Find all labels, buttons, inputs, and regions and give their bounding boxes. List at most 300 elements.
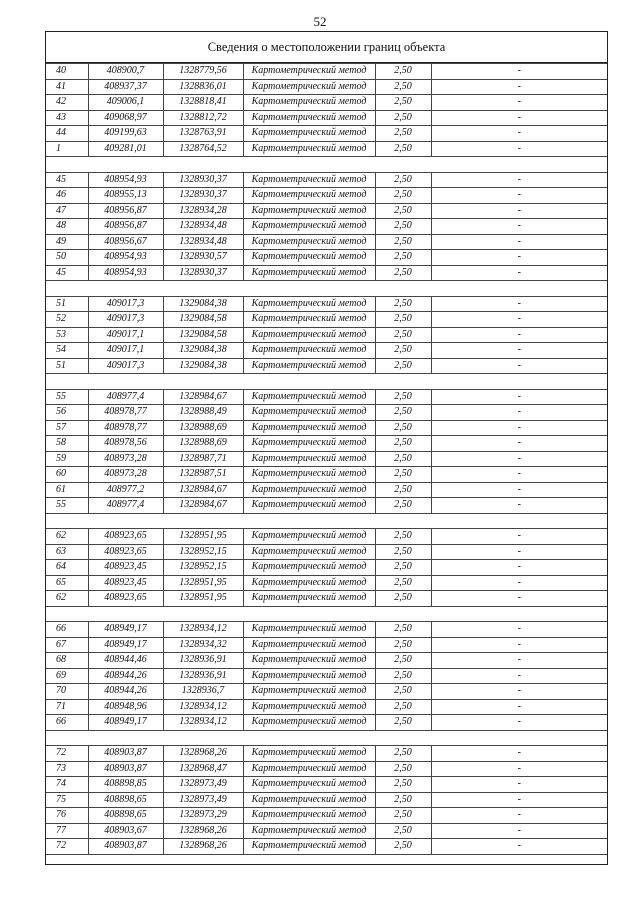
point-number-cell: 70 — [46, 684, 88, 700]
precision-cell: 2,50 — [375, 684, 431, 700]
table-row — [46, 312, 607, 328]
point-number-cell: 52 — [46, 312, 88, 328]
separator-cell — [46, 281, 607, 297]
point-number-cell: 72 — [46, 746, 88, 762]
table-row — [46, 296, 607, 312]
table-row — [46, 79, 607, 95]
table-row — [46, 436, 607, 452]
table-row — [46, 420, 607, 436]
coordinates-table — [46, 63, 607, 855]
note-cell: - — [431, 250, 607, 266]
method-cell: Картометрический метод — [243, 637, 375, 653]
y-coordinate-cell: 1328764,52 — [163, 141, 243, 157]
x-coordinate-cell: 408977,2 — [88, 482, 163, 498]
y-coordinate-cell: 1328779,56 — [163, 64, 243, 80]
note-cell: - — [431, 482, 607, 498]
precision-cell: 2,50 — [375, 95, 431, 111]
note-cell: - — [431, 839, 607, 855]
note-cell: - — [431, 265, 607, 281]
table-row — [46, 653, 607, 669]
x-coordinate-cell: 408977,4 — [88, 498, 163, 514]
method-cell: Картометрический метод — [243, 234, 375, 250]
precision-cell: 2,50 — [375, 777, 431, 793]
y-coordinate-cell: 1328930,37 — [163, 172, 243, 188]
group-separator — [46, 730, 607, 746]
table-row — [46, 529, 607, 545]
point-number-cell: 55 — [46, 389, 88, 405]
x-coordinate-cell: 408978,77 — [88, 405, 163, 421]
precision-cell: 2,50 — [375, 389, 431, 405]
method-cell: Картометрический метод — [243, 296, 375, 312]
note-cell: - — [431, 467, 607, 483]
x-coordinate-cell: 408949,17 — [88, 637, 163, 653]
precision-cell: 2,50 — [375, 529, 431, 545]
note-cell: - — [431, 436, 607, 452]
point-number-cell: 43 — [46, 110, 88, 126]
method-cell: Картометрический метод — [243, 110, 375, 126]
y-coordinate-cell: 1328952,15 — [163, 544, 243, 560]
y-coordinate-cell: 1328934,48 — [163, 219, 243, 235]
point-number-cell: 72 — [46, 839, 88, 855]
table-row — [46, 839, 607, 855]
x-coordinate-cell: 409017,3 — [88, 312, 163, 328]
y-coordinate-cell: 1328818,41 — [163, 95, 243, 111]
precision-cell: 2,50 — [375, 405, 431, 421]
table-row — [46, 327, 607, 343]
y-coordinate-cell: 1328930,37 — [163, 188, 243, 204]
point-number-cell: 64 — [46, 560, 88, 576]
x-coordinate-cell: 408898,65 — [88, 792, 163, 808]
point-number-cell: 65 — [46, 575, 88, 591]
precision-cell: 2,50 — [375, 622, 431, 638]
method-cell: Картометрический метод — [243, 436, 375, 452]
note-cell: - — [431, 699, 607, 715]
method-cell: Картометрический метод — [243, 219, 375, 235]
x-coordinate-cell: 408949,17 — [88, 622, 163, 638]
note-cell: - — [431, 219, 607, 235]
note-cell: - — [431, 777, 607, 793]
note-cell: - — [431, 296, 607, 312]
precision-cell: 2,50 — [375, 668, 431, 684]
y-coordinate-cell: 1328973,29 — [163, 808, 243, 824]
table-row — [46, 188, 607, 204]
precision-cell: 2,50 — [375, 64, 431, 80]
table-row — [46, 64, 607, 80]
note-cell: - — [431, 653, 607, 669]
y-coordinate-cell: 1328936,7 — [163, 684, 243, 700]
x-coordinate-cell: 408954,93 — [88, 250, 163, 266]
precision-cell: 2,50 — [375, 296, 431, 312]
note-cell: - — [431, 715, 607, 731]
point-number-cell: 53 — [46, 327, 88, 343]
x-coordinate-cell: 408949,17 — [88, 715, 163, 731]
method-cell: Картометрический метод — [243, 622, 375, 638]
table-row — [46, 699, 607, 715]
precision-cell: 2,50 — [375, 234, 431, 250]
x-coordinate-cell: 408956,67 — [88, 234, 163, 250]
table-row — [46, 808, 607, 824]
note-cell: - — [431, 234, 607, 250]
precision-cell: 2,50 — [375, 436, 431, 452]
table-row — [46, 761, 607, 777]
method-cell: Картометрический метод — [243, 668, 375, 684]
x-coordinate-cell: 409281,01 — [88, 141, 163, 157]
y-coordinate-cell: 1328968,26 — [163, 839, 243, 855]
separator-cell — [46, 374, 607, 390]
note-cell: - — [431, 405, 607, 421]
note-cell: - — [431, 126, 607, 142]
y-coordinate-cell: 1328968,26 — [163, 746, 243, 762]
method-cell: Картометрический метод — [243, 529, 375, 545]
note-cell: - — [431, 79, 607, 95]
y-coordinate-cell: 1328987,51 — [163, 467, 243, 483]
point-number-cell: 1 — [46, 141, 88, 157]
method-cell: Картометрический метод — [243, 467, 375, 483]
method-cell: Картометрический метод — [243, 250, 375, 266]
precision-cell: 2,50 — [375, 482, 431, 498]
x-coordinate-cell: 408954,93 — [88, 172, 163, 188]
table-row — [46, 141, 607, 157]
y-coordinate-cell: 1328936,91 — [163, 653, 243, 669]
table-row — [46, 544, 607, 560]
note-cell: - — [431, 312, 607, 328]
precision-cell: 2,50 — [375, 699, 431, 715]
note-cell: - — [431, 451, 607, 467]
y-coordinate-cell: 1328984,67 — [163, 389, 243, 405]
x-coordinate-cell: 409017,1 — [88, 343, 163, 359]
point-number-cell: 69 — [46, 668, 88, 684]
y-coordinate-cell: 1329084,58 — [163, 312, 243, 328]
precision-cell: 2,50 — [375, 203, 431, 219]
note-cell: - — [431, 172, 607, 188]
coordinates-table-body — [46, 64, 607, 855]
page-number: 52 — [313, 14, 327, 29]
method-cell: Картометрический метод — [243, 823, 375, 839]
y-coordinate-cell: 1328951,95 — [163, 575, 243, 591]
note-cell: - — [431, 389, 607, 405]
y-coordinate-cell: 1328934,12 — [163, 699, 243, 715]
table-row — [46, 575, 607, 591]
point-number-cell: 61 — [46, 482, 88, 498]
x-coordinate-cell: 408944,26 — [88, 668, 163, 684]
method-cell: Картометрический метод — [243, 684, 375, 700]
x-coordinate-cell: 408923,45 — [88, 560, 163, 576]
note-cell: - — [431, 110, 607, 126]
note-cell: - — [431, 327, 607, 343]
table-row — [46, 110, 607, 126]
y-coordinate-cell: 1328934,12 — [163, 622, 243, 638]
x-coordinate-cell: 408973,28 — [88, 451, 163, 467]
x-coordinate-cell: 408903,67 — [88, 823, 163, 839]
y-coordinate-cell: 1328984,67 — [163, 498, 243, 514]
y-coordinate-cell: 1328930,57 — [163, 250, 243, 266]
method-cell: Картометрический метод — [243, 761, 375, 777]
note-cell: - — [431, 529, 607, 545]
method-cell: Картометрический метод — [243, 141, 375, 157]
point-number-cell: 66 — [46, 622, 88, 638]
table-row — [46, 265, 607, 281]
x-coordinate-cell: 408978,56 — [88, 436, 163, 452]
precision-cell: 2,50 — [375, 172, 431, 188]
point-number-cell: 63 — [46, 544, 88, 560]
x-coordinate-cell: 408944,26 — [88, 684, 163, 700]
table-title: Сведения о местоположении границ объекта — [46, 32, 607, 63]
group-separator — [46, 374, 607, 390]
precision-cell: 2,50 — [375, 544, 431, 560]
x-coordinate-cell: 409006,1 — [88, 95, 163, 111]
x-coordinate-cell: 408923,65 — [88, 529, 163, 545]
point-number-cell: 50 — [46, 250, 88, 266]
y-coordinate-cell: 1328934,12 — [163, 715, 243, 731]
x-coordinate-cell: 408956,87 — [88, 219, 163, 235]
method-cell: Картометрический метод — [243, 405, 375, 421]
table-row — [46, 482, 607, 498]
method-cell: Картометрический метод — [243, 188, 375, 204]
method-cell: Картометрический метод — [243, 203, 375, 219]
x-coordinate-cell: 408923,45 — [88, 575, 163, 591]
method-cell: Картометрический метод — [243, 839, 375, 855]
method-cell: Картометрический метод — [243, 95, 375, 111]
method-cell: Картометрический метод — [243, 482, 375, 498]
note-cell: - — [431, 560, 607, 576]
table-row — [46, 792, 607, 808]
x-coordinate-cell: 408903,87 — [88, 761, 163, 777]
table-row — [46, 389, 607, 405]
table-row — [46, 715, 607, 731]
method-cell: Картометрический метод — [243, 358, 375, 374]
note-cell: - — [431, 637, 607, 653]
note-cell: - — [431, 358, 607, 374]
precision-cell: 2,50 — [375, 126, 431, 142]
note-cell: - — [431, 203, 607, 219]
point-number-cell: 47 — [46, 203, 88, 219]
x-coordinate-cell: 408900,7 — [88, 64, 163, 80]
note-cell: - — [431, 343, 607, 359]
point-number-cell: 62 — [46, 529, 88, 545]
method-cell: Картометрический метод — [243, 808, 375, 824]
note-cell: - — [431, 622, 607, 638]
note-cell: - — [431, 544, 607, 560]
note-cell: - — [431, 668, 607, 684]
precision-cell: 2,50 — [375, 761, 431, 777]
precision-cell: 2,50 — [375, 637, 431, 653]
point-number-cell: 74 — [46, 777, 88, 793]
method-cell: Картометрический метод — [243, 265, 375, 281]
y-coordinate-cell: 1328984,67 — [163, 482, 243, 498]
y-coordinate-cell: 1328973,49 — [163, 792, 243, 808]
group-separator — [46, 157, 607, 173]
precision-cell: 2,50 — [375, 792, 431, 808]
precision-cell: 2,50 — [375, 467, 431, 483]
point-number-cell: 48 — [46, 219, 88, 235]
y-coordinate-cell: 1328952,15 — [163, 560, 243, 576]
table-row — [46, 405, 607, 421]
note-cell: - — [431, 575, 607, 591]
note-cell: - — [431, 823, 607, 839]
table-row — [46, 777, 607, 793]
x-coordinate-cell: 408977,4 — [88, 389, 163, 405]
precision-cell: 2,50 — [375, 823, 431, 839]
y-coordinate-cell: 1329084,38 — [163, 358, 243, 374]
x-coordinate-cell: 409017,3 — [88, 296, 163, 312]
precision-cell: 2,50 — [375, 498, 431, 514]
separator-cell — [46, 513, 607, 529]
table-row — [46, 823, 607, 839]
note-cell: - — [431, 746, 607, 762]
point-number-cell: 56 — [46, 405, 88, 421]
note-cell: - — [431, 64, 607, 80]
method-cell: Картометрический метод — [243, 498, 375, 514]
table-row — [46, 250, 607, 266]
precision-cell: 2,50 — [375, 451, 431, 467]
x-coordinate-cell: 408903,87 — [88, 839, 163, 855]
y-coordinate-cell: 1328763,91 — [163, 126, 243, 142]
point-number-cell: 67 — [46, 637, 88, 653]
precision-cell: 2,50 — [375, 265, 431, 281]
y-coordinate-cell: 1328934,28 — [163, 203, 243, 219]
x-coordinate-cell: 408898,85 — [88, 777, 163, 793]
y-coordinate-cell: 1328988,69 — [163, 436, 243, 452]
point-number-cell: 45 — [46, 265, 88, 281]
point-number-cell: 55 — [46, 498, 88, 514]
method-cell: Картометрический метод — [243, 544, 375, 560]
table-row — [46, 234, 607, 250]
group-separator — [46, 606, 607, 622]
method-cell: Картометрический метод — [243, 312, 375, 328]
precision-cell: 2,50 — [375, 79, 431, 95]
x-coordinate-cell: 408956,87 — [88, 203, 163, 219]
x-coordinate-cell: 408898,65 — [88, 808, 163, 824]
precision-cell: 2,50 — [375, 715, 431, 731]
y-coordinate-cell: 1328987,71 — [163, 451, 243, 467]
precision-cell: 2,50 — [375, 188, 431, 204]
method-cell: Картометрический метод — [243, 792, 375, 808]
table-row — [46, 95, 607, 111]
method-cell: Картометрический метод — [243, 746, 375, 762]
table-row — [46, 560, 607, 576]
method-cell: Картометрический метод — [243, 591, 375, 607]
table-row — [46, 746, 607, 762]
method-cell: Картометрический метод — [243, 172, 375, 188]
y-coordinate-cell: 1328973,49 — [163, 777, 243, 793]
precision-cell: 2,50 — [375, 312, 431, 328]
point-number-cell: 57 — [46, 420, 88, 436]
y-coordinate-cell: 1328951,95 — [163, 529, 243, 545]
note-cell: - — [431, 761, 607, 777]
point-number-cell: 58 — [46, 436, 88, 452]
y-coordinate-cell: 1328968,26 — [163, 823, 243, 839]
y-coordinate-cell: 1328934,32 — [163, 637, 243, 653]
group-separator — [46, 513, 607, 529]
note-cell: - — [431, 420, 607, 436]
note-cell: - — [431, 591, 607, 607]
table-row — [46, 172, 607, 188]
y-coordinate-cell: 1328951,95 — [163, 591, 243, 607]
point-number-cell: 42 — [46, 95, 88, 111]
point-number-cell: 62 — [46, 591, 88, 607]
point-number-cell: 44 — [46, 126, 88, 142]
point-number-cell: 59 — [46, 451, 88, 467]
table-row — [46, 637, 607, 653]
y-coordinate-cell: 1328988,69 — [163, 420, 243, 436]
precision-cell: 2,50 — [375, 219, 431, 235]
point-number-cell: 40 — [46, 64, 88, 80]
method-cell: Картометрический метод — [243, 64, 375, 80]
point-number-cell: 41 — [46, 79, 88, 95]
precision-cell: 2,50 — [375, 110, 431, 126]
point-number-cell: 54 — [46, 343, 88, 359]
x-coordinate-cell: 408944,46 — [88, 653, 163, 669]
method-cell: Картометрический метод — [243, 79, 375, 95]
method-cell: Картометрический метод — [243, 699, 375, 715]
group-separator — [46, 281, 607, 297]
table-row — [46, 684, 607, 700]
precision-cell: 2,50 — [375, 746, 431, 762]
precision-cell: 2,50 — [375, 560, 431, 576]
method-cell: Картометрический метод — [243, 715, 375, 731]
precision-cell: 2,50 — [375, 591, 431, 607]
precision-cell: 2,50 — [375, 808, 431, 824]
point-number-cell: 51 — [46, 296, 88, 312]
y-coordinate-cell: 1328936,91 — [163, 668, 243, 684]
point-number-cell: 76 — [46, 808, 88, 824]
y-coordinate-cell: 1328934,48 — [163, 234, 243, 250]
method-cell: Картометрический метод — [243, 327, 375, 343]
x-coordinate-cell: 409199,63 — [88, 126, 163, 142]
x-coordinate-cell: 409068,97 — [88, 110, 163, 126]
precision-cell: 2,50 — [375, 343, 431, 359]
x-coordinate-cell: 408978,77 — [88, 420, 163, 436]
point-number-cell: 46 — [46, 188, 88, 204]
y-coordinate-cell: 1328988,49 — [163, 405, 243, 421]
point-number-cell: 73 — [46, 761, 88, 777]
table-row — [46, 591, 607, 607]
note-cell: - — [431, 792, 607, 808]
table-row — [46, 498, 607, 514]
method-cell: Картометрический метод — [243, 451, 375, 467]
boundary-info-sheet — [45, 31, 608, 865]
method-cell: Картометрический метод — [243, 777, 375, 793]
precision-cell: 2,50 — [375, 575, 431, 591]
point-number-cell: 71 — [46, 699, 88, 715]
method-cell: Картометрический метод — [243, 389, 375, 405]
method-cell: Картометрический метод — [243, 653, 375, 669]
table-row — [46, 219, 607, 235]
point-number-cell: 77 — [46, 823, 88, 839]
precision-cell: 2,50 — [375, 327, 431, 343]
x-coordinate-cell: 408973,28 — [88, 467, 163, 483]
note-cell: - — [431, 141, 607, 157]
x-coordinate-cell: 408903,87 — [88, 746, 163, 762]
y-coordinate-cell: 1328968,47 — [163, 761, 243, 777]
y-coordinate-cell: 1329084,38 — [163, 296, 243, 312]
separator-cell — [46, 157, 607, 173]
precision-cell: 2,50 — [375, 358, 431, 374]
method-cell: Картометрический метод — [243, 575, 375, 591]
note-cell: - — [431, 95, 607, 111]
precision-cell: 2,50 — [375, 653, 431, 669]
table-row — [46, 126, 607, 142]
table-row — [46, 668, 607, 684]
precision-cell: 2,50 — [375, 420, 431, 436]
note-cell: - — [431, 188, 607, 204]
table-row — [46, 467, 607, 483]
precision-cell: 2,50 — [375, 839, 431, 855]
note-cell: - — [431, 808, 607, 824]
method-cell: Картометрический метод — [243, 560, 375, 576]
point-number-cell: 66 — [46, 715, 88, 731]
x-coordinate-cell: 409017,3 — [88, 358, 163, 374]
